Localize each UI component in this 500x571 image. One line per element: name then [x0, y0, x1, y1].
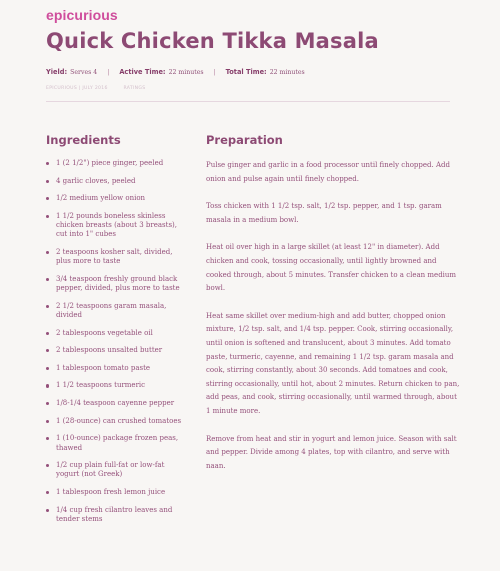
meta-separator: |: [213, 69, 216, 76]
bullet-icon: [46, 420, 49, 423]
ingredient-item: [46, 194, 186, 203]
preparation-step: Toss chicken with 1 1/2 tsp. salt, 1/2 tsp. pepper, and 1 tsp. garam masala in a medium bowl.: [206, 202, 442, 224]
ingredient-text: 1 tablespoon tomato paste: [56, 363, 151, 372]
recipe-meta: [46, 68, 454, 76]
ingredient-text: 1/4 cup fresh cilantro leaves and tender stems: [56, 505, 173, 523]
preparation-section: [206, 133, 460, 571]
ingredient-text: 3/4 teaspoon freshly ground black pepper, divided, plus more to taste: [56, 274, 180, 293]
ingredient-item: [46, 248, 186, 267]
active-time-value: 22 minutes: [168, 69, 204, 76]
ingredient-item: [46, 417, 186, 426]
preparation-step: Heat same skillet over medium-high and add butter, chopped onion mixture, 1/2 tsp. salt, and 1/4 tsp. pepper. Cook, stirring occasionally, until onion is softened and translucent, about 3 minutes. Add tomato paste, turmeric, cayenne, and remaining 1 1/2 tsp. garam masala and cook, stirring constantly, about 30 seconds. Add tomatoes and cook, stirring occasionally, until hot, about 2 minutes. Return chicken to pan, add peas, and cook, stirring occasionally, until warmed through, about 1 minute more.: [206, 311, 460, 415]
ingredient-item: [46, 346, 186, 355]
yield-label: Yield:: [46, 68, 68, 76]
bullet-icon: [46, 251, 49, 254]
ingredient-item: [46, 329, 186, 338]
bullet-icon: [46, 509, 49, 512]
ingredient-item: [46, 506, 186, 525]
bullet-icon: [46, 491, 49, 494]
ingredient-text: 1 tablespoon fresh lemon juice: [56, 487, 166, 496]
ingredient-text: 1 (10-ounce) package frozen peas, thawed: [56, 434, 179, 452]
ratings-label: RATINGS: [123, 86, 146, 91]
ingredient-text: 2 teaspoons kosher salt, divided, plus more to taste: [56, 247, 173, 266]
ingredients-section: [46, 133, 186, 571]
preparation-heading: Preparation: [206, 133, 283, 147]
source-label: EPICURIOUS | JULY 2016: [46, 86, 108, 91]
bullet-icon: [46, 384, 49, 387]
bullet-icon: [46, 349, 49, 352]
yield-value: Serves 4: [70, 69, 98, 76]
bullet-icon: [46, 215, 49, 218]
ingredient-item: [46, 302, 186, 321]
ingredient-item: [46, 488, 186, 497]
bullet-icon: [46, 180, 49, 183]
bullet-icon: [46, 437, 49, 440]
bullet-icon: [46, 197, 49, 200]
preparation-step: Remove from heat and stir in yogurt and lemon juice. Season with salt and pepper. Divide among 4 plates, top with cilantro, and serve with naan.: [206, 434, 457, 470]
bullet-icon: [46, 367, 49, 370]
ingredients-list: [46, 159, 186, 524]
ingredient-item: [46, 159, 186, 168]
total-time-label: Total Time:: [225, 68, 267, 76]
ingredient-item: [46, 381, 186, 390]
ingredients-heading: Ingredients: [46, 133, 121, 147]
ingredient-text: 1 (2 1/2") piece ginger, peeled: [56, 159, 164, 167]
ingredient-text: 1 1/2 teaspoons turmeric: [56, 381, 146, 390]
faint-source-line: [46, 86, 454, 91]
bullet-icon: [46, 278, 49, 281]
ingredient-text: 2 1/2 teaspoons garam masala, divided: [56, 301, 167, 320]
bullet-icon: [46, 305, 49, 308]
ingredient-item: [46, 212, 186, 240]
bullet-icon: [46, 162, 49, 165]
ingredient-item: [46, 364, 186, 373]
preparation-step: Pulse ginger and garlic in a food processor until finely chopped. Add onion and pulse again until finely chopped.: [206, 161, 450, 183]
ingredient-text: 1 (28-ounce) can crushed tomatoes: [56, 416, 182, 425]
active-time-label: Active Time:: [119, 68, 166, 76]
total-time-value: 22 minutes: [269, 69, 305, 76]
meta-separator: |: [107, 69, 110, 76]
ingredient-item: [46, 399, 186, 408]
ingredient-text: 1 1/2 pounds boneless skinless chicken breasts (about 3 breasts), cut into 1" cubes: [56, 211, 177, 239]
ingredient-item: [46, 461, 186, 480]
divider: [46, 101, 450, 102]
ingredient-text: 1/8-1/4 teaspoon cayenne pepper: [56, 399, 175, 408]
ingredient-text: 1/2 cup plain full-fat or low-fat yogurt (not Greek): [56, 461, 165, 479]
bullet-icon: [46, 464, 49, 467]
preparation-step: Heat oil over high in a large skillet (at least 12" in diameter). Add chicken and cook, tossing occasionally, until lightly browned and cooked through, about 5 minutes. Transfer chicken to a clean medium bowl.: [206, 243, 457, 293]
ingredient-item: [46, 434, 186, 453]
brand-logo[interactable]: epicurious: [46, 7, 118, 23]
ingredient-text: 4 garlic cloves, peeled: [56, 176, 136, 185]
ingredient-item: [46, 177, 186, 186]
bullet-icon: [46, 402, 49, 405]
bullet-icon: [46, 332, 49, 335]
recipe-title: Quick Chicken Tikka Masala: [46, 29, 379, 53]
ingredient-text: 2 tablespoons unsalted butter: [56, 346, 163, 355]
recipe-columns: [46, 133, 460, 571]
ingredient-text: 1/2 medium yellow onion: [56, 194, 146, 203]
ingredient-text: 2 tablespoons vegetable oil: [56, 328, 153, 337]
ingredient-item: [46, 275, 186, 294]
